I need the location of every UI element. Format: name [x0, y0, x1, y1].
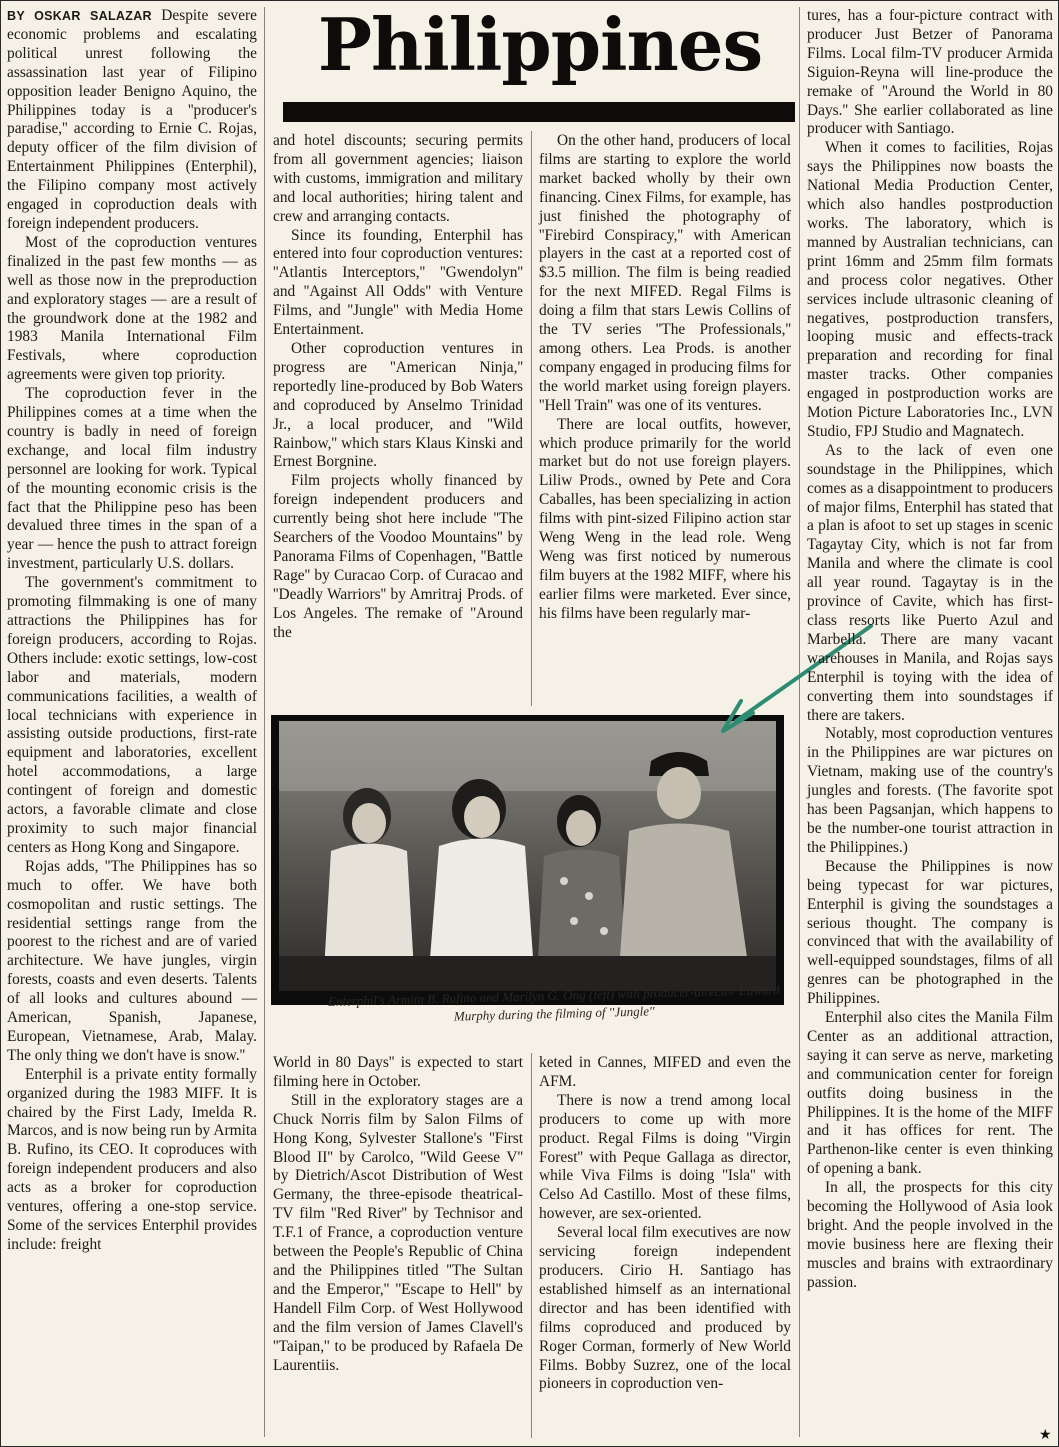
- photo-caption: Enterphil's Armita B. Rufino and Marilyn G. Ong (left) with producer-director Edward Murphy during the filming of ''Jungle'': [327, 982, 780, 1024]
- paragraph: On the other hand, producers of local films are starting to explore the world market backed wholly by their own financing. Cinex Films, for example, has just finished the photography of ''Firebird Conspiracy,'' with American players in the cast at a reported cost of $3.5 million. The film is being readied for the next MIFED. Regal Films is doing a film that stars Lewis Collins of the TV series ''The Professionals,'' among others. Lea Prods. is another company engaged in producing films for the world market using foreign players. ''Hell Train'' was one of its ventures.: [539, 132, 791, 414]
- paragraph: Most of the coproduction ventures finalized in the past few months — as well as those now in the preproduction and exploratory stages — are a result of the groundwork done at the 1982 and 1983 Manila International Film Festivals, where coproduction agreements were given top priority.: [7, 233, 257, 384]
- headline: Philippines: [317, 2, 763, 87]
- column-divider: [264, 7, 265, 1437]
- column-3-bottom: [539, 1054, 791, 1394]
- photo: [271, 715, 784, 1005]
- column-3-top: [539, 132, 791, 624]
- paragraph: The government's commitment to promoting filmmaking is one of many attractions the Philippines has for foreign producers, according to Rojas. Others include: exotic settings, low-cost labor and materials, modern communications facilities, a wealth of local technicians with experience in assisting outside productions, first-rate equipment and laboratories, excellent hotel accommodations, a large contingent of foreign and domestic actors, a favorable climate and close proximity to such major financial centers as Hong Kong and Singapore.: [7, 574, 257, 856]
- headline-rule: [283, 102, 795, 122]
- column-2-top: [273, 132, 523, 642]
- paragraph: keted in Cannes, MIFED and even the AFM.: [539, 1054, 791, 1090]
- column-1: [7, 7, 257, 1255]
- byline: BY OSKAR SALAZAR: [7, 9, 152, 23]
- paragraph: Rojas adds, ''The Philippines has so much to offer. We have both cosmopolitan and rustic settings. The residential settings range from the poorest to the richest and are of varied architecture. We have jungles, virgin forests, coasts and even deserts. Talents of all looks and cultures abound — American, Spanish, Japanese, European, Vietnamese, Arab, Malay. The only thing we don't have is snow.'': [7, 857, 257, 1064]
- paragraph: and hotel discounts; securing permits from all government agencies; liaison with customs, immigration and military and local authorities; hiring talent and crew and arranging contacts.: [273, 132, 523, 225]
- paragraph: Still in the exploratory stages are a Chuck Norris film by Salon Films of Hong Kong, Sylvester Stallone's ''First Blood II'' by Carolco, ''Wild Geese V'' by Dietrich/Ascot Distribution of West Germany, the three-episode theatrical-TV film ''Red River'' by Technisor and T.F.1 of France, a coproduction venture between the People's Republic of China and the Philippines titled ''The Sultan and the Emperor,'' ''Escape to Hell'' by Handell Film Corp. of West Hollywood and the film version of James Clavell's ''Taipan,'' to be produced by Rafaela De Laurentiis.: [273, 1091, 523, 1374]
- paragraph: Other coproduction ventures in progress are ''American Ninja,'' reportedly line-produced by Bob Waters and coproduced by Anselmo Trinidad Jr., a local producer, and ''Wild Rainbow,'' which stars Klaus Kinski and Ernest Borgnine.: [273, 339, 523, 471]
- column-divider: [531, 1053, 532, 1438]
- paragraph: tures, has a four-picture contract with producer Just Betzer of Panorama Films. Local film-TV producer Armida Siguion-Reyna will line-produce the remake of ''Around the World in 80 Days.'' She earlier collaborated as line producer with Santiago.: [807, 7, 1053, 138]
- paragraph: There are local outfits, however, which produce primarily for the world market but do not use foreign players. Liliw Prods., owned by Pete and Cora Caballes, has been specializing in action films with pint-sized Filipino action star Weng Weng in the lead role. Weng Weng was first noticed by numerous film buyers at the 1982 MIFF, where his earlier films were marketed. Ever since, his films have been regularly mar-: [539, 415, 791, 622]
- column-2-bottom: [273, 1054, 523, 1375]
- paragraph: Notably, most coproduction ventures in the Philippines are war pictures on Vietnam, making use of the country's jungles and forests. (The favorite spot has been Pagsanjan, which happens to be the number-one tourist attraction in the Philippines.): [807, 725, 1053, 856]
- paragraph: World in 80 Days'' is expected to start filming here in October.: [273, 1054, 523, 1090]
- paragraph: Film projects wholly financed by foreign independent producers and currently being shot here include ''The Searchers of the Voodoo Mountains'' by Panorama Films of Copenhagen, ''Battle Rage'' by Curacao Corp. of Curacao and ''Deadly Warriors'' by Amritraj Prods. of Los Angeles. The remake of ''Around the: [273, 472, 523, 641]
- paragraph: As to the lack of even one soundstage in the Philippines, which comes as a disappointment to producers of major films, Enterphil has stated that a plan is afoot to set up stages in scenic Tagaytay City, which is not far from Manila and where the climate is cool all year round. Tagaytay is in the province of Cavite, which has first-class resorts like Puerto Azul and Marbella. There are many vacant warehouses in Manila, and Rojas says Enterphil is toying with the idea of converting them into soundstages if there are takers.: [807, 441, 1053, 724]
- paragraph: Enterphil is a private entity formally organized during the 1983 MIFF. It is chaired by the First Lady, Imelda R. Marcos, and is now being run by Armita B. Rufino, its CEO. It coproduces with foreign independent producers and also acts as a broker for coproduction ventures, offering a one-stop service. Some of the services Enterphil provides include: freight: [7, 1065, 257, 1253]
- column-4: [807, 7, 1053, 1293]
- paragraph: BY OSKAR SALAZAR Despite severe economic problems and escalating political unrest following the assassination last year of Filipino opposition leader Benigno Aquino, the Philippines today is a ''producer's paradise,'' according to Ernie C. Rojas, deputy officer of the film division of Entertainment Philippines (Enterphil), the Filipino company most actively engaged in coproduction deals with foreign independent producers.: [7, 7, 257, 232]
- paragraph: Enterphil also cites the Manila Film Center as an additional attraction, saying it can serve as nerve, marketing and communication center for foreign outfits doing business in the Philippines. It is the home of the MIFF and it has offices for rent. The Parthenon-like center is even thinking of opening a bank.: [807, 1009, 1053, 1178]
- paragraph: When it comes to facilities, Rojas says the Philippines now boasts the National Media Production Center, which also handles postproduction works. The laboratory, which is manned by Australian technicians, can print 16mm and 25mm film formats and process color negatives. Other services include ultrasonic cleaning of negatives, postproduction transfers, looping music and effects-track preparation and recording for final master tracks. Other companies engaged in postproduction works are Motion Picture Laboratories Inc., LVN Studio, FPJ Studio and Magnatech.: [807, 139, 1053, 440]
- paragraph: Since its founding, Enterphil has entered into four coproduction ventures: ''Atlantis Interceptors,'' ''Gwendolyn'' and ''Against All Odds'' with Venture Films, and ''Jungle'' with Media Home Entertainment.: [273, 226, 523, 339]
- paragraph: There is now a trend among local producers to come up with more product. Regal Films is doing ''Virgin Forest'' with Peque Gallaga as director, while Viva Films is doing ''Isla'' with Celso Ad Castillo. Most of these films, however, are sex-oriented.: [539, 1091, 791, 1223]
- paragraph: Several local film executives are now servicing foreign independent producers. Cirio H. Santiago has established himself as an international director and has been identified with films coproduced and produced by Roger Corman, formerly of New World Films. Bobby Suzrez, one of the local pioneers in coproduction ven-: [539, 1224, 791, 1393]
- photo-image: [279, 721, 776, 991]
- paragraph: The coproduction fever in the Philippines comes at a time when the country is badly in need of foreign exchange, and local film industry personnel are looking for work. Typical of the mounting economic crisis is the fact that the Philippine peso has been devalued three times in the span of a year — hence the push to attract foreign investment, particularly U.S. dollars.: [7, 385, 257, 573]
- star-icon: ★: [1039, 1428, 1052, 1443]
- paragraph: Because the Philippines is now being typecast for war pictures, Enterphil is giving the soundstages a serious thought. The company is convinced that with the availability of well-equipped soundstages, films of all genres can be photographed in the Philippines.: [807, 857, 1053, 1008]
- column-divider: [531, 131, 532, 706]
- paragraph: In all, the prospects for this city becoming the Hollywood of Asia look bright. And the people involved in the movie business here are flexing their muscles and brains with extraordinary passion.: [807, 1179, 1053, 1291]
